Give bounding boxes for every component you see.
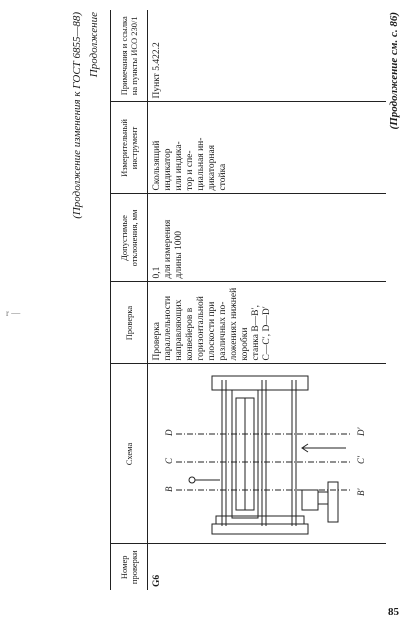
label-c-prime: C′ bbox=[356, 456, 366, 465]
running-title: (Продолжение изменения к ГОСТ 6855—88) bbox=[71, 12, 83, 219]
continuation-label: Продолжение bbox=[88, 12, 100, 78]
page-number: 85 bbox=[388, 606, 399, 618]
label-c: C bbox=[164, 458, 174, 465]
measuring-instrument: Скользящий индикатор или индика- тор и спе- циальная ин- дикаторная стойка bbox=[148, 102, 387, 194]
scheme-cell bbox=[148, 364, 387, 544]
iso-reference: Пункт 5.422.2 bbox=[148, 10, 387, 102]
continued-reference: (Продолжение см. с. 86) bbox=[388, 12, 400, 130]
rotated-page bbox=[70, 10, 410, 590]
check-number: G6 bbox=[152, 574, 162, 587]
check-description: Проверка параллельности направляющих конвейеров в горизонтальной плоскости при различных по- ложениях нижней коробки станка B—B′, C—C′, D—D′ bbox=[148, 282, 387, 364]
label-b-prime: B′ bbox=[356, 489, 366, 497]
machine-scheme-diagram bbox=[152, 369, 374, 541]
tolerance-value: 0,1 для измерения длины 1000 bbox=[148, 194, 387, 282]
inspection-table bbox=[110, 10, 386, 590]
label-d: D bbox=[164, 430, 174, 437]
col-header-instrument: Измерительный инструмент bbox=[111, 102, 148, 194]
col-header-check: Проверка bbox=[111, 282, 148, 364]
table-row bbox=[148, 10, 387, 590]
col-header-scheme: Схема bbox=[111, 364, 148, 544]
col-header-tolerance: Допустимые отклонения, мм bbox=[111, 194, 148, 282]
label-b: B bbox=[164, 487, 174, 493]
table-header-row bbox=[111, 10, 148, 590]
margin-marks: r — bbox=[6, 308, 21, 318]
label-d-prime: D′ bbox=[356, 428, 366, 437]
col-header-notes: Примечания и ссылка на пункты ИСО 230/1 bbox=[111, 10, 148, 102]
col-header-number: Номер проверки bbox=[111, 544, 148, 590]
